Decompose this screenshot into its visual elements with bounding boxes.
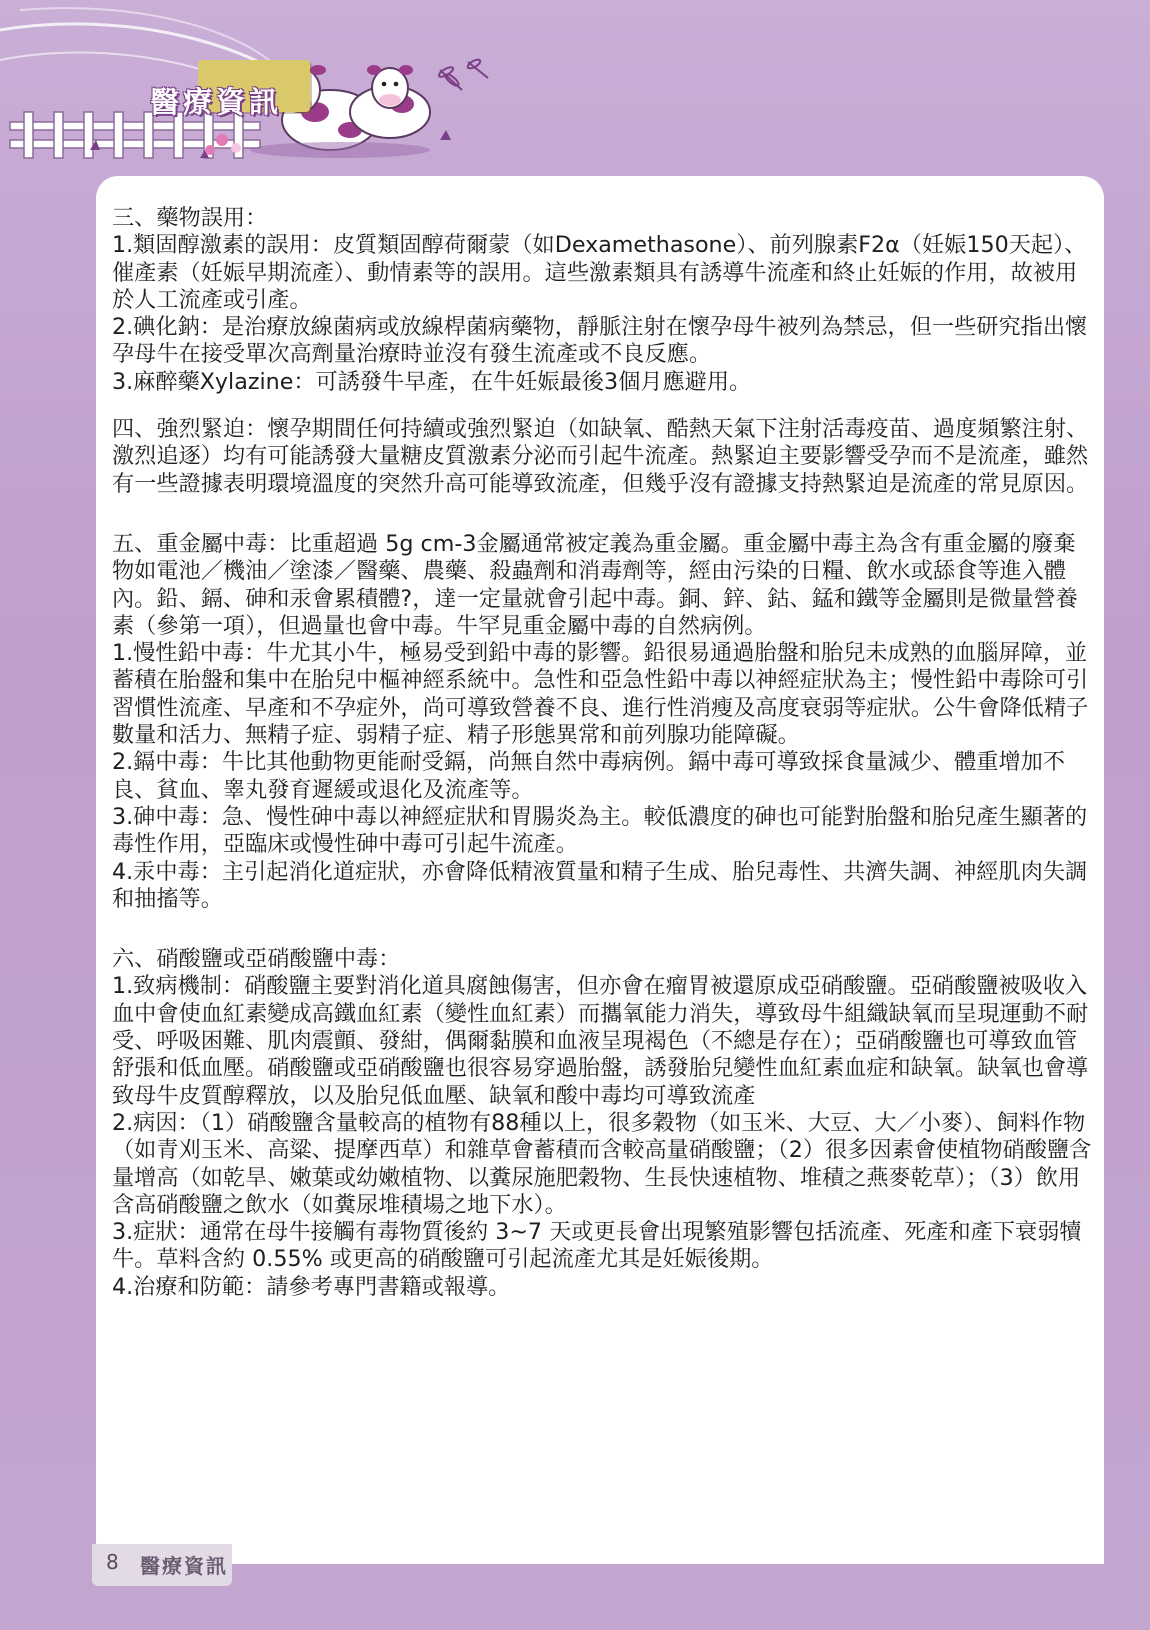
section-5-item-2: 2.鎘中毒：牛比其他動物更能耐受鎘，尚無自然中毒病例。鎘中毒可導致採食量減少、體重增加不良、貧血、睾丸發育遲緩或退化及流產等。 (112, 749, 1066, 803)
section-5-paragraph: 五、重金屬中毒：比重超過 5g cm-3金屬通常被定義為重金屬。重金屬中毒主為含有重金屬的廢棄物如電池／機油／塗漆／醫藥、農藥、殺蟲劑和消毒劑等，經由污染的日糧、飲水或舔食等進入體內。鉛、鎘、砷和汞會累積體?，達一定量就會引起中毒。銅、鋅、鈷、錳和鐵等金屬則是微量營養素（參第一項），但過量也會中毒。牛罕見重金屬中毒的自然病例。 (112, 530, 1078, 639)
section-6-item-4: 4.治療和防範：請參考專門書籍或報導。 (112, 1273, 511, 1300)
section-5-item-3: 3.砷中毒：急、慢性砷中毒以神經症狀和胃腸炎為主。較低濃度的砷也可能對胎盤和胎兒產生顯著的毒性作用，亞臨床或慢性砷中毒可引起牛流產。 (112, 803, 1088, 858)
section-6-item-3: 3.症狀：通常在母牛接觸有毒物質後約 3~7 天或更長會出現繁殖影響包括流產、死產和產下衰弱犢牛。草料含約 0.55% 或更高的硝酸鹽可引起流產尤其是妊娠後期。 (112, 1219, 1082, 1273)
article-body (112, 205, 1097, 1301)
section-6-title: 六、硝酸鹽或亞硝酸鹽中毒： (112, 946, 401, 973)
section-6-item-2: 2.病因：（1）硝酸鹽含量較高的植物有88種以上，很多穀物（如玉米、大豆、大／小麥）、飼料作物（如青刈玉米、高粱、提摩西草）和雜草會蓄積而含較高量硝酸鹽；（2）很多因素會使植物硝酸鹽含量增高（如乾旱、嫩葉或幼嫩植物、以糞尿施肥穀物、生長快速植物、堆積之燕麥乾草）；（3）飲用含高硝酸鹽之飲水（如糞尿堆積場之地下水）。 (112, 1109, 1092, 1218)
section-3-title: 三、藥物誤用： (112, 205, 268, 231)
section-4-paragraph: 四、強烈緊迫：懷孕期間任何持續或強烈緊迫（如缺氧、酷熱天氣下注射活毒疫苗、過度頻繁注射、激烈追逐）均有可能誘發大量糖皮質激素分泌而引起牛流產。熱緊迫主要影響受孕而不是流產，雖然有一些證據表明環境溫度的突然升高可能導致流產，但幾乎沒有證據支持熱緊迫是流產的常見原因。 (112, 416, 1089, 497)
cow-icon (350, 65, 430, 138)
section-3-item-3: 3.麻醉藥Xylazine：可誘發牛早產，在牛妊娠最後3個月應避用。 (112, 368, 752, 395)
section-3-item-1: 1.類固醇激素的誤用：皮質類固醇荷爾蒙（如Dexamethasone）、前列腺素F2α（妊娠150天起）、催產素（妊娠早期流產）、動情素等的誤用。這些激素類具有誘導牛流產和終止妊娠的作用，故被用於人工流產或引產。 (112, 232, 1087, 313)
section-5-item-4: 4.汞中毒：主引起消化道症狀，亦會降低精液質量和精子生成、胎兒毒性、共濟失調、神經肌肉失調和抽搐等。 (112, 858, 1088, 912)
footer-section-label: 醫療資訊 (140, 1554, 228, 1578)
section-3-item-2: 2.碘化鈉：是治療放線菌病或放線桿菌病藥物，靜脈注射在懷孕母牛被列為禁忌，但一些研究指出懷孕母牛在接受單次高劑量治療時並沒有發生流產或不良反應。 (112, 314, 1088, 368)
page-number: 8 (106, 1550, 119, 1574)
dragonfly-icon (438, 58, 488, 90)
section-6-item-1: 1.致病機制：硝酸鹽主要對消化道具腐蝕傷害，但亦會在瘤胃被還原成亞硝酸鹽。亞硝酸鹽被吸收入血中會使血紅素變成高鐵血紅素（變性血紅素）而攜氧能力消失，導致母牛組織缺氧而呈現運動不耐受、呼吸困難、肌肉震顫、發紺，偶爾黏膜和血液呈現褐色（不總是存在）；亞硝酸鹽也可導致血管舒張和低血壓。硝酸鹽或亞硝酸鹽也很容易穿過胎盤，誘發胎兒變性血紅素血症和缺氧。缺氧也會導致母牛皮質醇釋放，以及胎兒低血壓、缺氧和酸中毒均可導致流產 (112, 973, 1089, 1109)
section-5-item-1: 1.慢性鉛中毒：牛尤其小牛，極易受到鉛中毒的影響。鉛很易通過胎盤和胎兒未成熟的血腦屏障，並蓄積在胎盤和集中在胎兒中樞神經系統中。急性和亞急性鉛中毒以神經症狀為主；慢性鉛中毒除可引習慣性流產、早產和不孕症外，尚可導致營養不良、進行性消瘦及高度衰弱等症狀。公牛會降低精子數量和活力、無精子症、弱精子症、精子形態異常和前列腺功能障礙。 (112, 640, 1089, 749)
section-title: 醫療資訊 (150, 85, 283, 119)
